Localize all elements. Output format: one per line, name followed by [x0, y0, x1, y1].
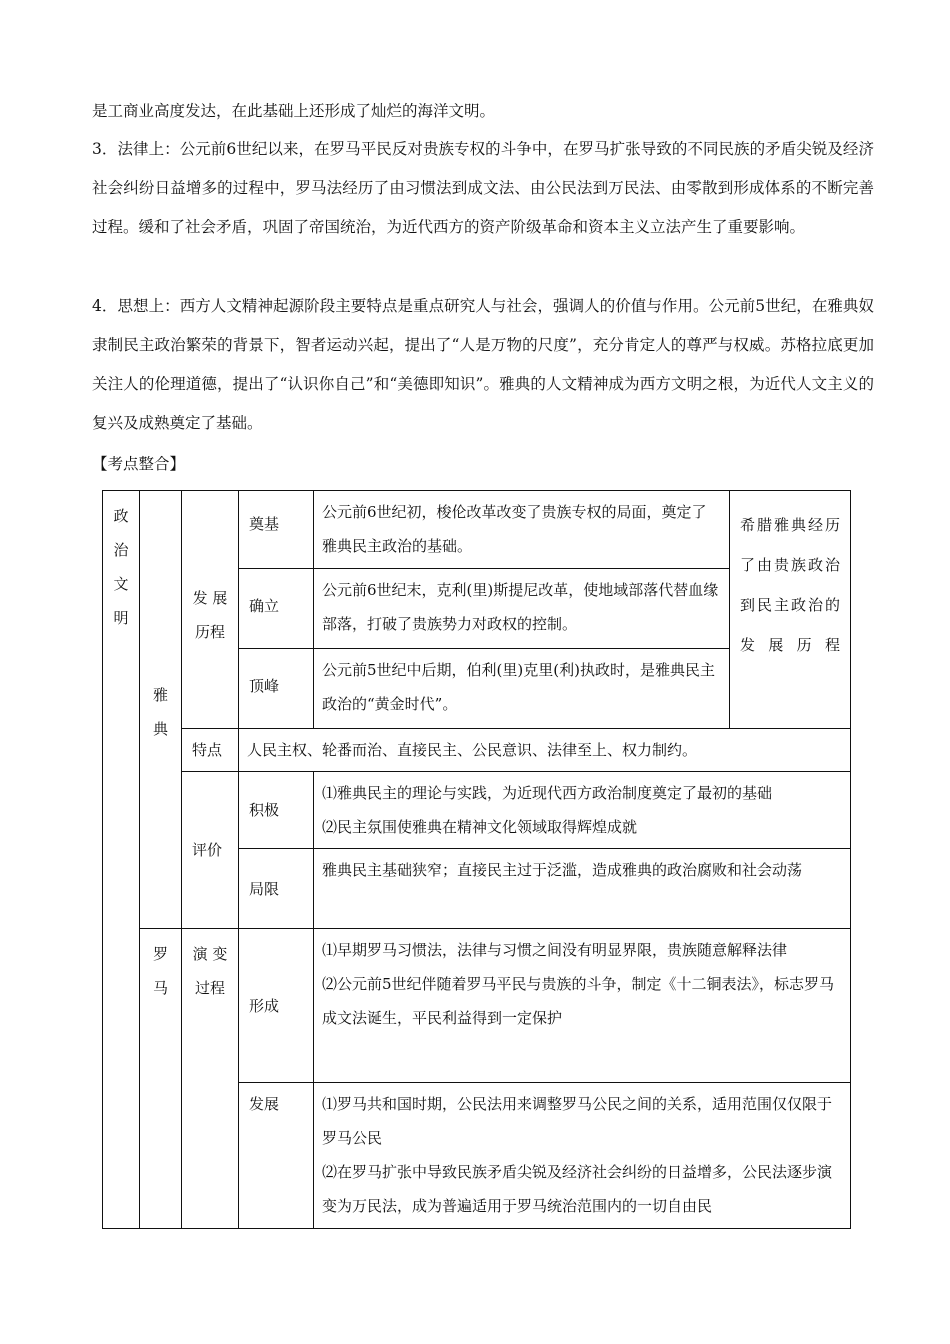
features-text: 人民主权、轮番而治、直接民主、公民意识、法律至上、权力制约。	[239, 729, 851, 772]
development-text: ⑴罗马共和国时期，公民法用来调整罗马公民之间的关系，适用范围仅仅限于罗马公民 ⑵在罗马扩张中导致民族矛盾尖锐及经济社会纠纷的日益增多，公民法逐步演变为万民法，成为普遍适用于罗马统治范围内的一切自由民	[314, 1083, 851, 1229]
summary-table	[102, 490, 851, 1229]
features-label: 特点	[182, 729, 239, 772]
limit-text: 雅典民主基础狭窄；直接民主过于泛滥，造成雅典的政治腐败和社会动荡	[314, 849, 851, 929]
evolution-label: 演 变 过程	[182, 929, 239, 1229]
positive-text: ⑴雅典民主的理论与实践，为近现代西方政治制度奠定了最初的基础 ⑵民主氛围使雅典在精神文化领域取得辉煌成就	[314, 772, 851, 849]
paragraph-intro-tail: 是工商业高度发达，在此基础上还形成了灿烂的海洋文明。	[92, 102, 496, 120]
athens-note: 希腊雅典经历了由贵族政治到民主政治的发展历程	[730, 491, 851, 729]
rome-label: 罗 马	[140, 929, 182, 1229]
paragraph-thought: 4．思想上：西方人文精神起源阶段主要特点是重点研究人与社会，强调人的价值与作用。公元前5世纪，在雅典奴隶制民主政治繁荣的背景下，智者运动兴起，提出了“人是万物的尺度”，充分肯定人的尊严与权威。苏格拉底更加关注人的伦理道德，提出了“认识你自己”和“美德即知识”。雅典的人文精神成为西方文明之根，为近代人文主义的复兴及成熟奠定了基础。	[92, 297, 874, 432]
establish-text: 公元前6世纪末，克利(里)斯提尼改革，使地域部落代替血缘部落，打破了贵族势力对政权的控制。	[314, 569, 730, 649]
foundation-text: 公元前6世纪初，梭伦改革改变了贵族专权的局面，奠定了雅典民主政治的基础。	[314, 491, 730, 569]
peak-label: 顶峰	[239, 649, 314, 729]
section-heading: 【考点整合】	[92, 455, 186, 473]
category-political-civilization: 政 治 文 明	[103, 491, 140, 1229]
peak-text: 公元前5世纪中后期，伯利(里)克里(利)执政时，是雅典民主政治的“黄金时代”。	[314, 649, 730, 729]
positive-label: 积极	[239, 772, 314, 849]
formation-label: 形成	[239, 929, 314, 1083]
athens-label: 雅 典	[140, 491, 182, 929]
establish-label: 确立	[239, 569, 314, 649]
paragraph-law: 3．法律上：公元前6世纪以来，在罗马平民反对贵族专权的斗争中，在罗马扩张导致的不同民族的矛盾尖锐及经济社会纠纷日益增多的过程中，罗马法经历了由习惯法到成文法、由公民法到万民法、由零散到形成体系的不断完善过程。缓和了社会矛盾，巩固了帝国统治，为近代西方的资产阶级革命和资本主义立法产生了重要影响。	[92, 140, 874, 236]
limit-label: 局限	[239, 849, 314, 929]
evaluation-label: 评价	[182, 772, 239, 929]
development-stage-label: 发展	[239, 1083, 314, 1229]
foundation-label: 奠基	[239, 491, 314, 569]
formation-text: ⑴早期罗马习惯法，法律与习惯之间没有明显界限，贵族随意解释法律 ⑵公元前5世纪伴随着罗马平民与贵族的斗争，制定《十二铜表法》，标志罗马成文法诞生，平民利益得到一定保护	[314, 929, 851, 1083]
development-label: 发 展 历程	[182, 491, 239, 729]
